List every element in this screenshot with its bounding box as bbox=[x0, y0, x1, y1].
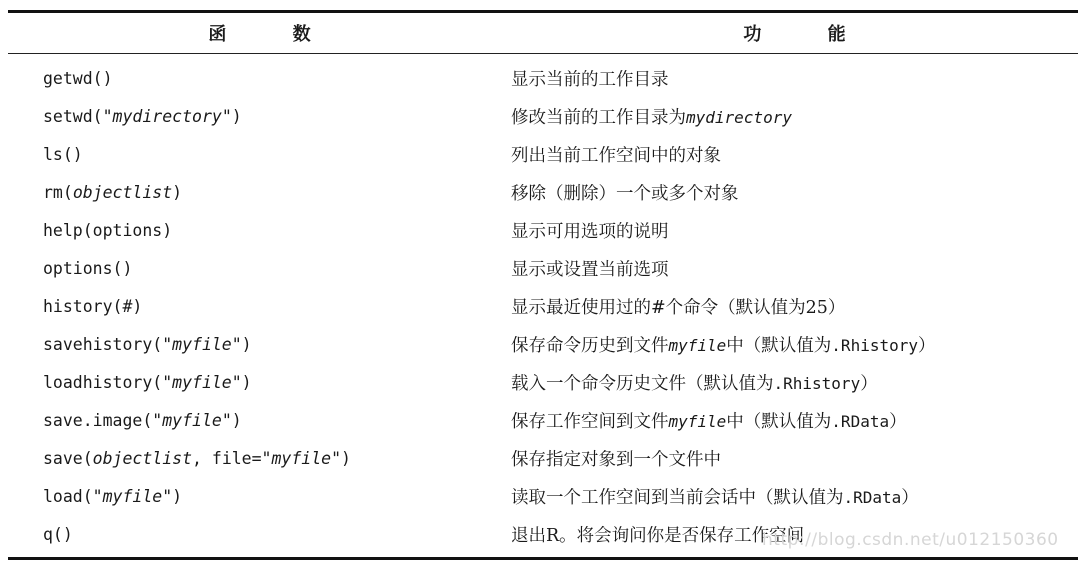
function-text: mydirectory bbox=[112, 106, 222, 126]
function-cell bbox=[8, 145, 511, 164]
function-text: save.image(" bbox=[43, 410, 163, 430]
function-cell bbox=[8, 69, 511, 88]
description-text: ） bbox=[918, 335, 936, 356]
table-body bbox=[8, 54, 1078, 557]
description-text: mydirectory bbox=[686, 107, 792, 127]
description-text: 显示或设置当前选项 bbox=[511, 259, 669, 280]
table-row bbox=[8, 287, 1078, 325]
header-description-col: 功 能 bbox=[743, 24, 876, 45]
description-cell bbox=[511, 332, 1078, 357]
function-text: rm( bbox=[43, 182, 73, 202]
description-cell bbox=[511, 408, 1078, 433]
description-text: 修改当前的工作目录为 bbox=[511, 107, 686, 128]
table-row bbox=[8, 477, 1078, 515]
description-text: 显示最近使用过的#个命令（默认值为25） bbox=[511, 297, 846, 318]
function-text: ) bbox=[172, 182, 183, 202]
function-cell bbox=[8, 487, 511, 506]
description-cell bbox=[511, 66, 1078, 91]
function-cell bbox=[8, 259, 511, 278]
table-row bbox=[8, 59, 1078, 97]
description-text: .RData bbox=[843, 487, 902, 507]
function-text: objectlist bbox=[72, 182, 173, 202]
watermark-url: http://blog.csdn.net/u012150360 bbox=[762, 530, 1059, 550]
function-text: ls() bbox=[43, 144, 83, 164]
table-row bbox=[8, 173, 1078, 211]
function-text: setwd(" bbox=[43, 106, 113, 126]
table-bottom-rule bbox=[8, 557, 1078, 560]
function-text: ") bbox=[231, 334, 252, 354]
function-text: , file=" bbox=[192, 448, 272, 468]
description-cell bbox=[511, 180, 1078, 205]
function-cell bbox=[8, 525, 511, 544]
function-text: myfile bbox=[271, 448, 332, 468]
function-cell bbox=[8, 107, 511, 126]
function-cell bbox=[8, 411, 511, 430]
function-text: myfile bbox=[172, 334, 232, 354]
description-text: myfile bbox=[668, 411, 727, 431]
description-cell bbox=[511, 218, 1078, 243]
function-text: history(#) bbox=[43, 296, 143, 316]
description-text: 保存命令历史到文件 bbox=[511, 335, 669, 356]
description-text: 保存指定对象到一个文件中 bbox=[511, 449, 721, 470]
function-text: options() bbox=[43, 258, 133, 278]
table-row bbox=[8, 211, 1078, 249]
function-cell bbox=[8, 221, 511, 240]
table-row bbox=[8, 249, 1078, 287]
function-text: help(options) bbox=[43, 220, 173, 240]
description-text: 显示可用选项的说明 bbox=[511, 221, 669, 242]
description-text: ） bbox=[901, 487, 919, 508]
function-text: myfile bbox=[172, 372, 232, 392]
description-text: 读取一个工作空间到当前会话中（默认值为 bbox=[511, 487, 844, 508]
function-cell bbox=[8, 449, 511, 468]
description-text: .Rhistory bbox=[773, 373, 861, 393]
description-text: myfile bbox=[668, 335, 727, 355]
description-text: 保存工作空间到文件 bbox=[511, 411, 669, 432]
description-text: 退出R。将会询问你是否保存工作空间 bbox=[511, 525, 805, 546]
description-text: 显示当前的工作目录 bbox=[511, 69, 669, 90]
function-text: ") bbox=[331, 448, 351, 468]
table-row bbox=[8, 401, 1078, 439]
function-text: objectlist bbox=[92, 448, 193, 468]
function-cell bbox=[8, 373, 511, 392]
description-cell bbox=[511, 142, 1078, 167]
function-cell bbox=[8, 183, 511, 202]
function-text: load(" bbox=[43, 486, 103, 506]
description-text: .RData bbox=[831, 411, 890, 431]
function-text: ") bbox=[231, 372, 252, 392]
header-function-col: 函 数 bbox=[208, 24, 341, 45]
description-cell bbox=[511, 104, 1078, 129]
function-text: q() bbox=[43, 524, 73, 544]
description-text: 移除（删除）一个或多个对象 bbox=[511, 183, 739, 204]
function-text: ") bbox=[162, 486, 183, 506]
description-text: ） bbox=[860, 373, 878, 394]
table-row bbox=[8, 363, 1078, 401]
table-row bbox=[8, 439, 1078, 477]
description-text: ） bbox=[889, 411, 907, 432]
description-cell bbox=[511, 370, 1078, 395]
function-text: getwd() bbox=[43, 68, 113, 88]
table-row bbox=[8, 135, 1078, 173]
function-text: ") bbox=[221, 106, 242, 126]
function-table bbox=[8, 10, 1078, 560]
description-text: 中（默认值为 bbox=[726, 335, 832, 356]
description-cell bbox=[511, 484, 1078, 509]
function-text: myfile bbox=[162, 410, 222, 430]
description-text: 列出当前工作空间中的对象 bbox=[511, 145, 721, 166]
description-cell bbox=[511, 256, 1078, 281]
description-cell bbox=[511, 294, 1078, 319]
function-text: save( bbox=[43, 448, 93, 468]
table-row bbox=[8, 97, 1078, 135]
table-header-row bbox=[8, 13, 1078, 53]
function-text: loadhistory(" bbox=[43, 372, 173, 392]
table-row bbox=[8, 325, 1078, 363]
description-text: 载入一个命令历史文件（默认值为 bbox=[511, 373, 774, 394]
function-text: ") bbox=[221, 410, 242, 430]
function-cell bbox=[8, 297, 511, 316]
description-text: 中（默认值为 bbox=[726, 411, 832, 432]
function-text: savehistory(" bbox=[43, 334, 173, 354]
function-text: myfile bbox=[102, 486, 163, 506]
description-cell bbox=[511, 446, 1078, 471]
description-text: .Rhistory bbox=[831, 335, 918, 355]
function-cell bbox=[8, 335, 511, 354]
